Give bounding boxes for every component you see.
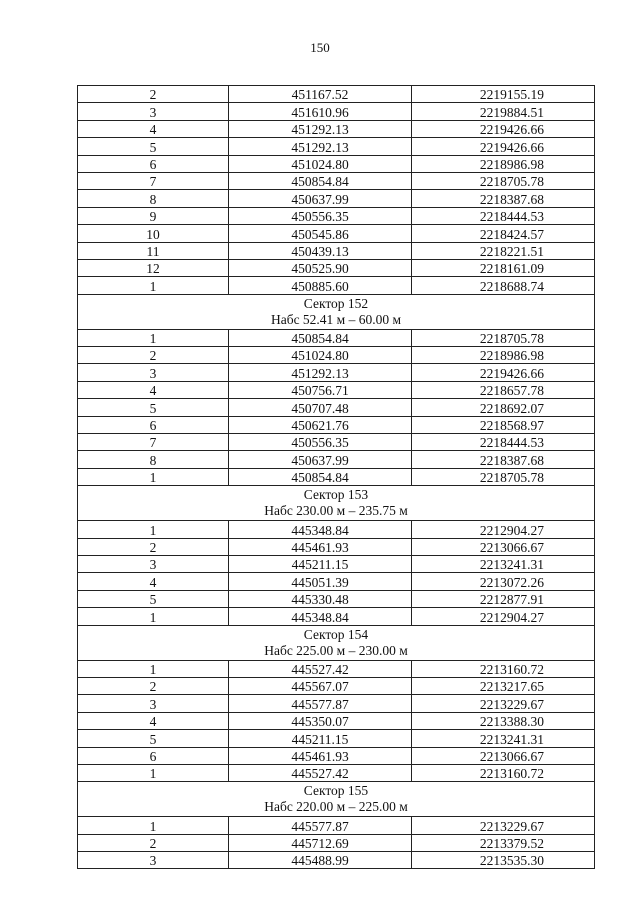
table-row (78, 190, 595, 207)
table-row (78, 207, 595, 224)
table-row (78, 555, 595, 572)
y-coordinate-cell: 2218688.74 (412, 277, 595, 294)
y-coordinate-cell: 2213379.52 (412, 834, 595, 851)
table-row (78, 538, 595, 555)
sector-title: Сектор 155 (303, 783, 369, 799)
table-row (78, 590, 595, 607)
y-coordinate-cell: 2218221.51 (412, 242, 595, 259)
point-number-cell: 3 (78, 103, 229, 120)
x-coordinate-cell: 450439.13 (229, 242, 412, 259)
x-coordinate-cell: 450525.90 (229, 259, 412, 276)
table-row (78, 834, 595, 851)
coordinates-table (77, 85, 595, 869)
point-number-cell: 1 (78, 521, 229, 538)
point-number-cell: 3 (78, 695, 229, 712)
point-number-cell: 2 (78, 538, 229, 555)
y-coordinate-cell: 2213160.72 (412, 660, 595, 677)
point-number-cell: 3 (78, 364, 229, 381)
sector-height-range: Набс 225.00 м – 230.00 м (264, 642, 408, 658)
y-coordinate-cell: 2212904.27 (412, 521, 595, 538)
sector-height-range: Набс 52.41 м – 60.00 м (270, 311, 402, 327)
table-row (78, 364, 595, 381)
y-coordinate-cell: 2218444.53 (412, 434, 595, 451)
y-coordinate-cell: 2218444.53 (412, 207, 595, 224)
x-coordinate-cell: 445051.39 (229, 573, 412, 590)
x-coordinate-cell: 445348.84 (229, 521, 412, 538)
point-number-cell: 7 (78, 172, 229, 189)
point-number-cell: 4 (78, 381, 229, 398)
table-row (78, 86, 595, 103)
sector-title: Сектор 153 (303, 487, 369, 503)
sector-title: Сектор 152 (303, 295, 369, 311)
y-coordinate-cell: 2213072.26 (412, 573, 595, 590)
x-coordinate-cell: 450621.76 (229, 416, 412, 433)
point-number-cell: 7 (78, 434, 229, 451)
x-coordinate-cell: 450637.99 (229, 190, 412, 207)
table-row (78, 381, 595, 398)
table-row (78, 138, 595, 155)
y-coordinate-cell: 2213066.67 (412, 538, 595, 555)
sector-header-row (78, 294, 595, 329)
point-number-cell: 1 (78, 277, 229, 294)
point-number-cell: 1 (78, 660, 229, 677)
x-coordinate-cell: 445461.93 (229, 538, 412, 555)
x-coordinate-cell: 450545.86 (229, 225, 412, 242)
x-coordinate-cell: 450885.60 (229, 277, 412, 294)
point-number-cell: 1 (78, 468, 229, 485)
x-coordinate-cell: 445348.84 (229, 608, 412, 625)
y-coordinate-cell: 2218705.78 (412, 329, 595, 346)
page-number: 150 (310, 40, 330, 55)
x-coordinate-cell: 451024.80 (229, 347, 412, 364)
x-coordinate-cell: 450556.35 (229, 207, 412, 224)
x-coordinate-cell: 445567.07 (229, 677, 412, 694)
x-coordinate-cell: 451610.96 (229, 103, 412, 120)
sector-header-row (78, 486, 595, 521)
x-coordinate-cell: 450756.71 (229, 381, 412, 398)
sector-header-row (78, 782, 595, 817)
point-number-cell: 2 (78, 834, 229, 851)
point-number-cell: 10 (78, 225, 229, 242)
coordinates-table-body (78, 86, 595, 869)
y-coordinate-cell: 2218161.09 (412, 259, 595, 276)
y-coordinate-cell: 2218387.68 (412, 451, 595, 468)
point-number-cell: 4 (78, 712, 229, 729)
y-coordinate-cell: 2213229.67 (412, 695, 595, 712)
x-coordinate-cell: 450854.84 (229, 329, 412, 346)
y-coordinate-cell: 2212877.91 (412, 590, 595, 607)
table-row (78, 764, 595, 781)
point-number-cell: 4 (78, 120, 229, 137)
point-number-cell: 1 (78, 608, 229, 625)
y-coordinate-cell: 2218692.07 (412, 399, 595, 416)
y-coordinate-cell: 2219884.51 (412, 103, 595, 120)
table-row (78, 225, 595, 242)
x-coordinate-cell: 450707.48 (229, 399, 412, 416)
sector-header-row (78, 625, 595, 660)
y-coordinate-cell: 2218986.98 (412, 155, 595, 172)
table-row (78, 730, 595, 747)
x-coordinate-cell: 445330.48 (229, 590, 412, 607)
y-coordinate-cell: 2218568.97 (412, 416, 595, 433)
table-row (78, 399, 595, 416)
table-row (78, 120, 595, 137)
table-row (78, 347, 595, 364)
y-coordinate-cell: 2213241.31 (412, 730, 595, 747)
point-number-cell: 6 (78, 155, 229, 172)
y-coordinate-cell: 2219426.66 (412, 120, 595, 137)
sector-height-range: Набс 220.00 м – 225.00 м (264, 799, 408, 815)
x-coordinate-cell: 450854.84 (229, 172, 412, 189)
point-number-cell: 5 (78, 730, 229, 747)
x-coordinate-cell: 445577.87 (229, 695, 412, 712)
y-coordinate-cell: 2218657.78 (412, 381, 595, 398)
table-row (78, 747, 595, 764)
point-number-cell: 1 (78, 817, 229, 834)
x-coordinate-cell: 445350.07 (229, 712, 412, 729)
point-number-cell: 5 (78, 138, 229, 155)
x-coordinate-cell: 450556.35 (229, 434, 412, 451)
sector-header-cell (78, 294, 595, 329)
table-row (78, 416, 595, 433)
x-coordinate-cell: 445527.42 (229, 660, 412, 677)
table-row (78, 451, 595, 468)
y-coordinate-cell: 2218387.68 (412, 190, 595, 207)
point-number-cell: 11 (78, 242, 229, 259)
table-row (78, 712, 595, 729)
point-number-cell: 8 (78, 190, 229, 207)
x-coordinate-cell: 445461.93 (229, 747, 412, 764)
x-coordinate-cell: 450637.99 (229, 451, 412, 468)
point-number-cell: 12 (78, 259, 229, 276)
sector-title: Сектор 154 (303, 626, 369, 642)
x-coordinate-cell: 445577.87 (229, 817, 412, 834)
y-coordinate-cell: 2218986.98 (412, 347, 595, 364)
y-coordinate-cell: 2219426.66 (412, 138, 595, 155)
x-coordinate-cell: 445712.69 (229, 834, 412, 851)
y-coordinate-cell: 2218705.78 (412, 172, 595, 189)
point-number-cell: 2 (78, 347, 229, 364)
point-number-cell: 5 (78, 590, 229, 607)
table-row (78, 852, 595, 869)
sector-height-range: Набс 230.00 м – 235.75 м (264, 503, 408, 519)
y-coordinate-cell: 2213241.31 (412, 555, 595, 572)
y-coordinate-cell: 2213229.67 (412, 817, 595, 834)
y-coordinate-cell: 2213388.30 (412, 712, 595, 729)
table-row (78, 155, 595, 172)
sector-header-cell (78, 782, 595, 817)
point-number-cell: 3 (78, 555, 229, 572)
point-number-cell: 5 (78, 399, 229, 416)
sector-header-cell (78, 625, 595, 660)
sector-header-cell (78, 486, 595, 521)
point-number-cell: 8 (78, 451, 229, 468)
point-number-cell: 1 (78, 764, 229, 781)
point-number-cell: 2 (78, 86, 229, 103)
table-row (78, 608, 595, 625)
table-row (78, 660, 595, 677)
table-row (78, 521, 595, 538)
table-row (78, 695, 595, 712)
point-number-cell: 9 (78, 207, 229, 224)
table-row (78, 677, 595, 694)
table-row (78, 573, 595, 590)
x-coordinate-cell: 445488.99 (229, 852, 412, 869)
y-coordinate-cell: 2219155.19 (412, 86, 595, 103)
x-coordinate-cell: 445211.15 (229, 555, 412, 572)
y-coordinate-cell: 2213535.30 (412, 852, 595, 869)
x-coordinate-cell: 445211.15 (229, 730, 412, 747)
table-row (78, 329, 595, 346)
point-number-cell: 6 (78, 747, 229, 764)
y-coordinate-cell: 2213217.65 (412, 677, 595, 694)
point-number-cell: 2 (78, 677, 229, 694)
point-number-cell: 6 (78, 416, 229, 433)
table-row (78, 103, 595, 120)
point-number-cell: 4 (78, 573, 229, 590)
x-coordinate-cell: 445527.42 (229, 764, 412, 781)
y-coordinate-cell: 2213160.72 (412, 764, 595, 781)
table-row (78, 259, 595, 276)
y-coordinate-cell: 2219426.66 (412, 364, 595, 381)
x-coordinate-cell: 451167.52 (229, 86, 412, 103)
x-coordinate-cell: 451292.13 (229, 138, 412, 155)
table-row (78, 468, 595, 485)
y-coordinate-cell: 2218424.57 (412, 225, 595, 242)
table-row (78, 277, 595, 294)
table-row (78, 434, 595, 451)
x-coordinate-cell: 451292.13 (229, 364, 412, 381)
y-coordinate-cell: 2218705.78 (412, 468, 595, 485)
point-number-cell: 1 (78, 329, 229, 346)
point-number-cell: 3 (78, 852, 229, 869)
table-row (78, 817, 595, 834)
x-coordinate-cell: 451024.80 (229, 155, 412, 172)
table-row (78, 242, 595, 259)
x-coordinate-cell: 451292.13 (229, 120, 412, 137)
table-row (78, 172, 595, 189)
x-coordinate-cell: 450854.84 (229, 468, 412, 485)
y-coordinate-cell: 2212904.27 (412, 608, 595, 625)
y-coordinate-cell: 2213066.67 (412, 747, 595, 764)
